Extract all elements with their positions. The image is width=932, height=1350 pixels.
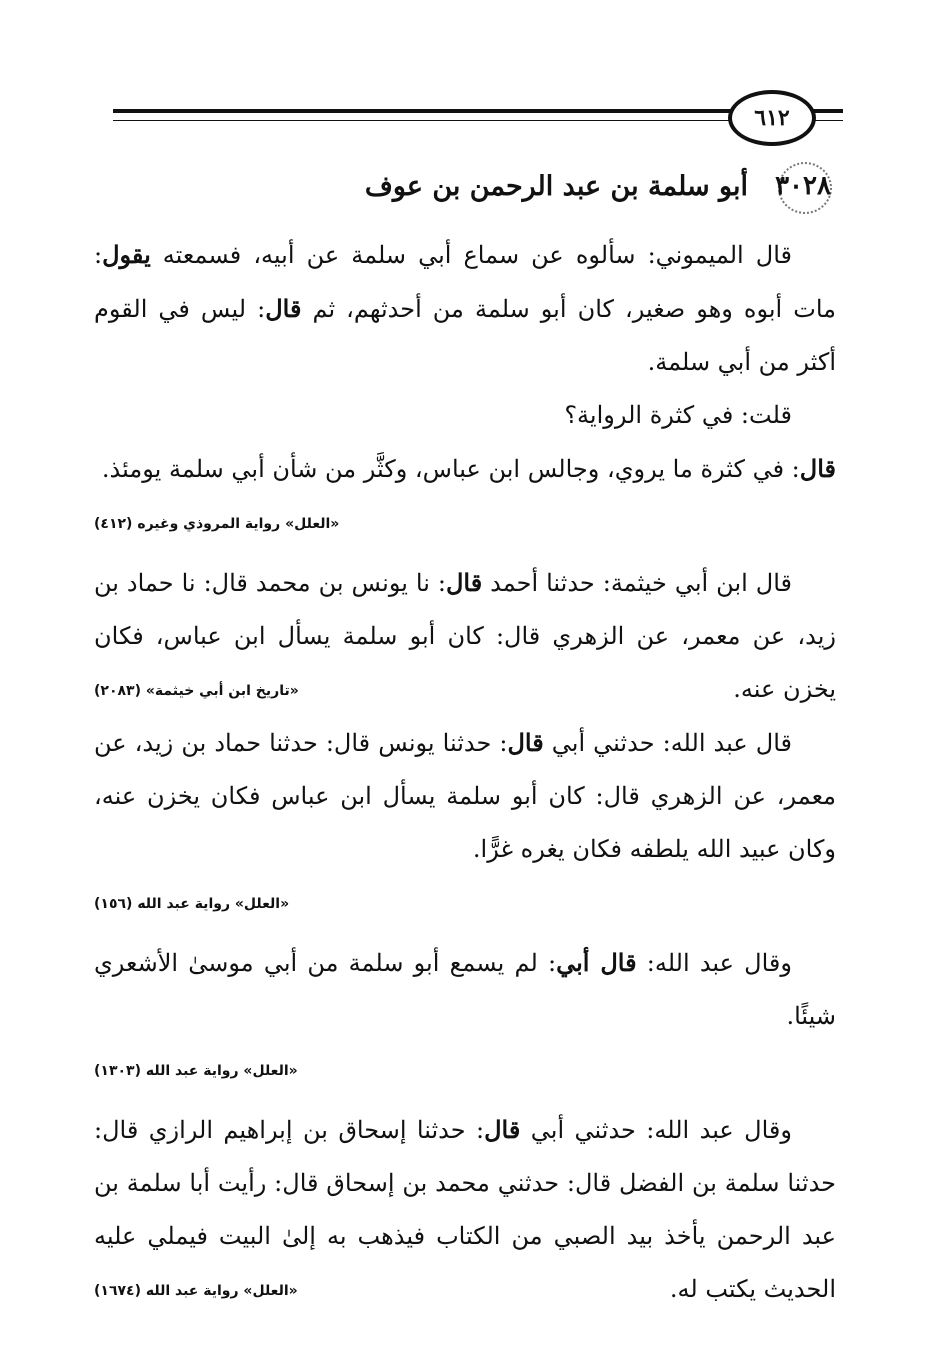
text-segment: وقال عبد الله: [636,949,792,977]
keyword: قال [445,568,483,597]
text-segment: : لم يسمع أبو سلمة من أبي موسىٰ الأشعري شيئًا. [94,949,836,1030]
keyword: قال [799,454,836,483]
text-segment: : ليس في القوم أكثر من أبي سلمة. [94,295,836,376]
text-segment: قال ابن أبي خيثمة: حدثنا أحمد [482,569,792,597]
entry-header [76,162,836,210]
paragraph [94,389,836,442]
text-segment: : نا يونس بن محمد قال: نا حماد بن زيد، عن معمر، عن الزهري قال: كان أبو سلمة يسأل ابن عباس، فكان يخزن عنه. [94,569,836,703]
page-number: ٦١٢ [728,90,816,146]
paragraph [94,716,836,876]
keyword: قال أبي [556,948,637,977]
paragraph [94,1103,836,1316]
keyword: قال [507,728,544,757]
paragraph [94,442,836,496]
text-segment: : مات أبوه وهو صغير، كان أبو سلمة من أحدثهم، ثم [94,241,837,323]
entry-number: ٣٠٢٨ [775,171,831,201]
entry-number-badge [770,162,836,210]
text-segment: قال الميموني: سألوه عن سماع أبي سلمة عن أبيه، فسمعته [150,241,792,269]
text-segment: : حدثنا يونس قال: حدثنا حماد بن زيد، عن معمر، عن الزهري قال: كان أبو سلمة يسأل ابن عباس فكان يخزن عنه، وكان عبيد الله يلطفه فكان يغره غرًّا. [94,729,836,863]
source-citation: «تاريخ ابن أبي خيثمة» (٢٠٨٣) [94,683,299,699]
entry-title: أبو سلمة بن عبد الرحمن بن عوف [364,170,748,202]
paragraph [94,936,836,1043]
source-citation: «العلل» رواية عبد الله (١٥٦) [94,896,290,912]
body-text [94,228,836,1316]
keyword: قال [265,294,302,323]
paragraph [94,556,836,716]
text-segment: قلت: في كثرة الرواية؟ [564,401,792,429]
keyword: يقول [102,240,151,269]
text-segment: : حدثنا إسحاق بن إبراهيم الرازي قال: حدثنا سلمة بن الفضل قال: حدثني محمد بن إسحاق قال: رأيت أبا سلمة بن عبد الرحمن يأخذ بيد الصبي من الكتاب فيذهب به إلىٰ البيت فيملي عليه الحديث يكتب له. [94,1116,836,1303]
source-citation: «العلل» رواية المروذي وغيره (٤١٢) [94,516,340,532]
text-segment: قال عبد الله: حدثني أبي [543,729,792,757]
text-segment: : في كثرة ما يروي، وجالس ابن عباس، وكثَّر من شأن أبي سلمة يومئذ. [101,455,800,483]
keyword: قال [484,1115,521,1144]
paragraph [94,228,836,389]
text-segment: وقال عبد الله: حدثني أبي [520,1116,792,1144]
source-citation: «العلل» رواية عبد الله (١٦٧٤) [94,1283,298,1299]
source-citation: «العلل» رواية عبد الله (١٣٠٣) [94,1063,298,1079]
